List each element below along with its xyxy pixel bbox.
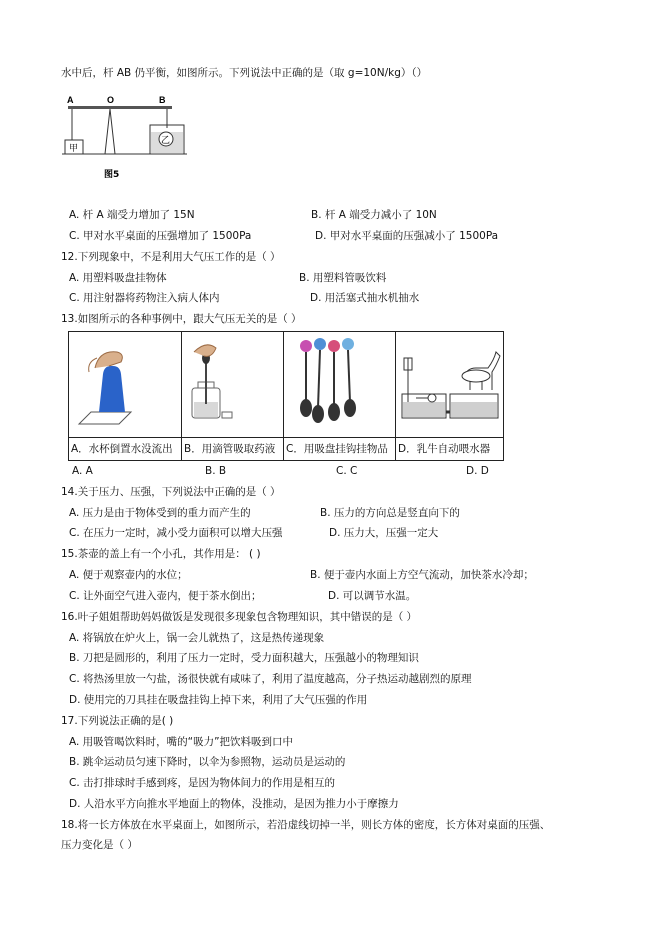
q15-option-d: D. 可以调节水温。 (328, 590, 417, 602)
q17-option-c: C. 击打排球时手感到疼，是因为物体间力的作用是相互的 (69, 777, 336, 789)
fulcrum (105, 109, 115, 154)
q13-answer-c: C. C (336, 465, 358, 477)
q12-option-d: D. 用活塞式抽水机抽水 (310, 292, 420, 304)
q16-option-d: D. 使用完的刀具挂在吸盘挂钩上掉下来，利用了大气压强的作用 (69, 694, 368, 706)
q18-stem-line1: 18.将一长方体放在水平桌面上，如图所示，若沿虚线切掉一半，则长方体的密度，长方体对桌面的压强、 (61, 819, 551, 831)
q13-answer-b: B. B (205, 465, 227, 477)
svg-text:甲: 甲 (69, 144, 79, 154)
q14-option-b: B. 压力的方向总是竖直向下的 (320, 507, 460, 519)
label-a: A (67, 95, 74, 105)
q14-stem: 14.关于压力、压强，下列说法中正确的是（ ） (61, 486, 281, 498)
q17-option-a: A. 用吸管喝饮料时，嘴的“吸力”把饮料吸到口中 (69, 736, 294, 748)
q15-option-a: A. 便于观察壶内的水位； (69, 569, 188, 581)
q16-stem: 16.叶子姐姐帮助妈妈做饭是发现很多现象包含物理知识，其中错误的是（ ） (61, 611, 418, 623)
q11-option-d: D. 甲对水平桌面的压强减小了 1500Pa (315, 230, 499, 242)
q18-stem-line2: 压力变化是（ ） (61, 839, 138, 851)
q13-image-grid (68, 331, 504, 461)
q11-stem: 水中后，杆 AB 仍平衡，如图所示。下列说法中正确的是（取 g=10N/kg）（） (61, 67, 428, 79)
suction-hooks-image (284, 332, 395, 438)
q13-cell-b (182, 332, 284, 460)
q11-lever-figure (62, 92, 192, 187)
q12-option-a: A. 用塑料吸盘挂物体 (69, 272, 167, 284)
q12-stem: 12.下列现象中，不是利用大气压工作的是（ ） (61, 251, 281, 263)
q13-cell-c (284, 332, 396, 460)
q16-option-c: C. 将热汤里放一勺盐，汤很快就有咸味了，利用了温度越高，分子热运动越剧烈的原理 (69, 673, 472, 685)
q17-option-d: D. 人沿水平方向推水平地面上的物体，没推动，是因为推力小于摩擦力 (69, 798, 399, 810)
q11-option-c: C. 甲对水平桌面的压强增加了 1500Pa (69, 230, 252, 242)
q12-option-b: B. 用塑料管吸饮料 (299, 272, 387, 284)
q13-cell-d (396, 332, 503, 460)
label-o: O (107, 95, 115, 105)
q16-option-a: A. 将锅放在炉火上，锅一会儿就热了，这是热传递现象 (69, 632, 325, 644)
lever-bar (68, 106, 172, 109)
figure-caption: 图5 (104, 170, 120, 180)
q13-caption-b: B．用滴管吸取药液 (182, 437, 283, 460)
q13-answer-d: D. D (466, 465, 489, 477)
q13-caption-a: A．水杯倒置水没流出 (69, 437, 181, 460)
q14-option-d: D. 压力大，压强一定大 (329, 527, 439, 539)
q11-option-a: A. 杆 A 端受力增加了 15N (69, 209, 195, 221)
svg-text:乙: 乙 (161, 136, 171, 146)
label-b: B (159, 95, 166, 105)
q12-option-c: C. 用注射器将药物注入病人体内 (69, 292, 220, 304)
q13-caption-d: D．乳牛自动喂水器 (396, 437, 503, 460)
q15-option-b: B. 便于壶内水面上方空气流动，加快茶水冷却； (310, 569, 534, 581)
q15-option-c: C. 让外面空气进入壶内，便于茶水倒出； (69, 590, 262, 602)
cup-inverted-image (69, 332, 181, 438)
q13-cell-a (69, 332, 182, 460)
q13-answer-a: A. A (72, 465, 93, 477)
dropper-image (182, 332, 283, 438)
cow-feeder-image (396, 332, 503, 438)
q11-option-b: B. 杆 A 端受力减小了 10N (311, 209, 437, 221)
q14-option-a: A. 压力是由于物体受到的重力而产生的 (69, 507, 251, 519)
q16-option-b: B. 刀把是圆形的，利用了压力一定时，受力面积越大，压强越小的物理知识 (69, 652, 419, 664)
q14-option-c: C. 在压力一定时，减小受力面积可以增大压强 (69, 527, 283, 539)
q17-stem: 17.下列说法正确的是( ) (61, 715, 174, 727)
q17-option-b: B. 跳伞运动员匀速下降时，以伞为参照物，运动员是运动的 (69, 756, 346, 768)
q15-stem: 15.茶壶的盖上有一个小孔，其作用是： ( ) (61, 548, 261, 560)
q13-caption-c: C．用吸盘挂钩挂物品 (284, 437, 395, 460)
q13-stem: 13.如图所示的各种事例中，跟大气压无关的是（ ） (61, 313, 302, 325)
